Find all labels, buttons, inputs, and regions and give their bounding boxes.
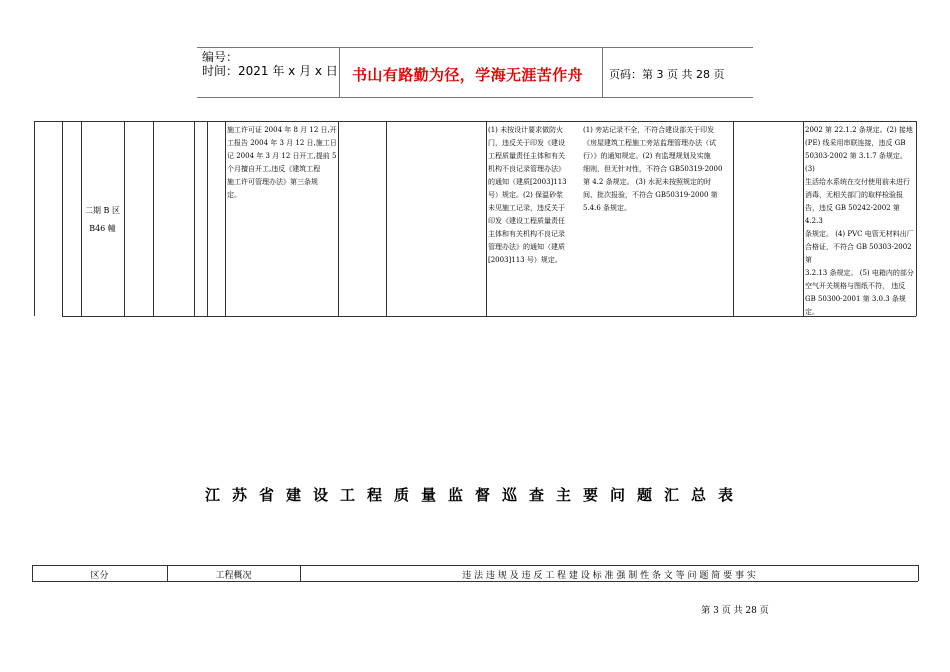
table-border (386, 121, 387, 316)
header-motto: 书山有路勤为径，学海无涯苦作舟 (352, 66, 584, 84)
table-border (124, 121, 125, 316)
license-violation-cell: 施工许可证 2004 年 8 月 12 日,开 工报告 2004 年 3 月 12 日,施工日 记 2004 年 3 月 12 日开工,提前 5 个月擅自开工,违反《建筑工程 施工许可管理办法》第三条规 定。 (227, 126, 337, 199)
table-rule (32, 581, 918, 582)
table-rule (62, 316, 916, 317)
table-border (207, 121, 208, 316)
table-border (918, 565, 919, 581)
district-cell: 二期 B 区 (85, 206, 120, 215)
header-page-number: 页码：第 3 页 共 28 页 (609, 68, 725, 81)
column-header-violation-facts: 违 法 违 规 及 违 反 工 程 建 设 标 准 强 制 性 条 文 等 问 题 简 要 事 实 (462, 571, 756, 581)
quality-violation-cell: (1) 未按设计要求做防火 门，违反关于印发《建设 工程质量责任主体和有关 机构不良记录管理办法》 的通知（建质[2003]113 号）规定。(2) 保温砂浆 未见施工记录，违反关于 印发《建设工程质量责任 主体和有关机构不良记录 管理办法》的通知（建质 [2003]113 号）规定。 (488, 126, 567, 264)
table-rule (34, 121, 916, 122)
supervision-violation-cell: (1) 旁站记录不全，不符合建设部关于印发 《房屋建筑工程施工旁站监理管理办法（试 行）》的通知规定。(2) 有监理规划及实施 细则，但无针对性，不符合 GB50319-2000 第 4.2 条规定。 (3) 水泥未按照规定的时 间、批次报验，不符合 GB50319-2000 第 5.4.6 条规定。 (583, 126, 723, 212)
header-top-rule (197, 47, 753, 48)
document-date-label: 时间：2021 年 x 月 x 日 (202, 64, 338, 78)
column-header-project-overview: 工程概况 (215, 571, 252, 581)
table-border (225, 121, 226, 316)
table-rule (32, 565, 918, 566)
building-cell: B46 幢 (89, 224, 116, 233)
table-border (153, 121, 154, 316)
table-border (194, 121, 195, 316)
table-border (81, 121, 82, 316)
page-footer: 第 3 页 共 28 页 (701, 606, 769, 616)
document-code-label: 编号： (202, 50, 239, 64)
standard-violation-cell: 2002 第 22.1.2 条规定。(2) 接地 (PE) 线采用串联连接，违反 GB 50303-2002 第 3.1.7 条规定。 (3) 生活给水系统在交付使用前未进行 消毒，无相关部门的取样检验报 告，违反 GB 50242-2002 第 4.2.3 条规定。 (4) PVC 电管无材料出厂 合格证，不符合 GB 50303-2002 第 3.2.13 条规定。 (5) 电箱内的部分 空气开关规格与图纸不符， 违反 GB 50300-2001 第 3.0.3 条规定。 (805, 126, 914, 316)
table-border (62, 121, 63, 316)
table-border (34, 121, 35, 316)
table-border (733, 121, 734, 316)
table-border (916, 121, 917, 316)
header-divider (602, 47, 603, 97)
table-border (803, 121, 804, 316)
column-header-district: 区分 (90, 571, 109, 581)
page-title: 江苏省建设工程质量监督巡查主要问题汇总表 (204, 486, 745, 504)
header-bottom-rule (197, 97, 753, 98)
table-border (486, 121, 487, 316)
header-divider (339, 47, 340, 97)
